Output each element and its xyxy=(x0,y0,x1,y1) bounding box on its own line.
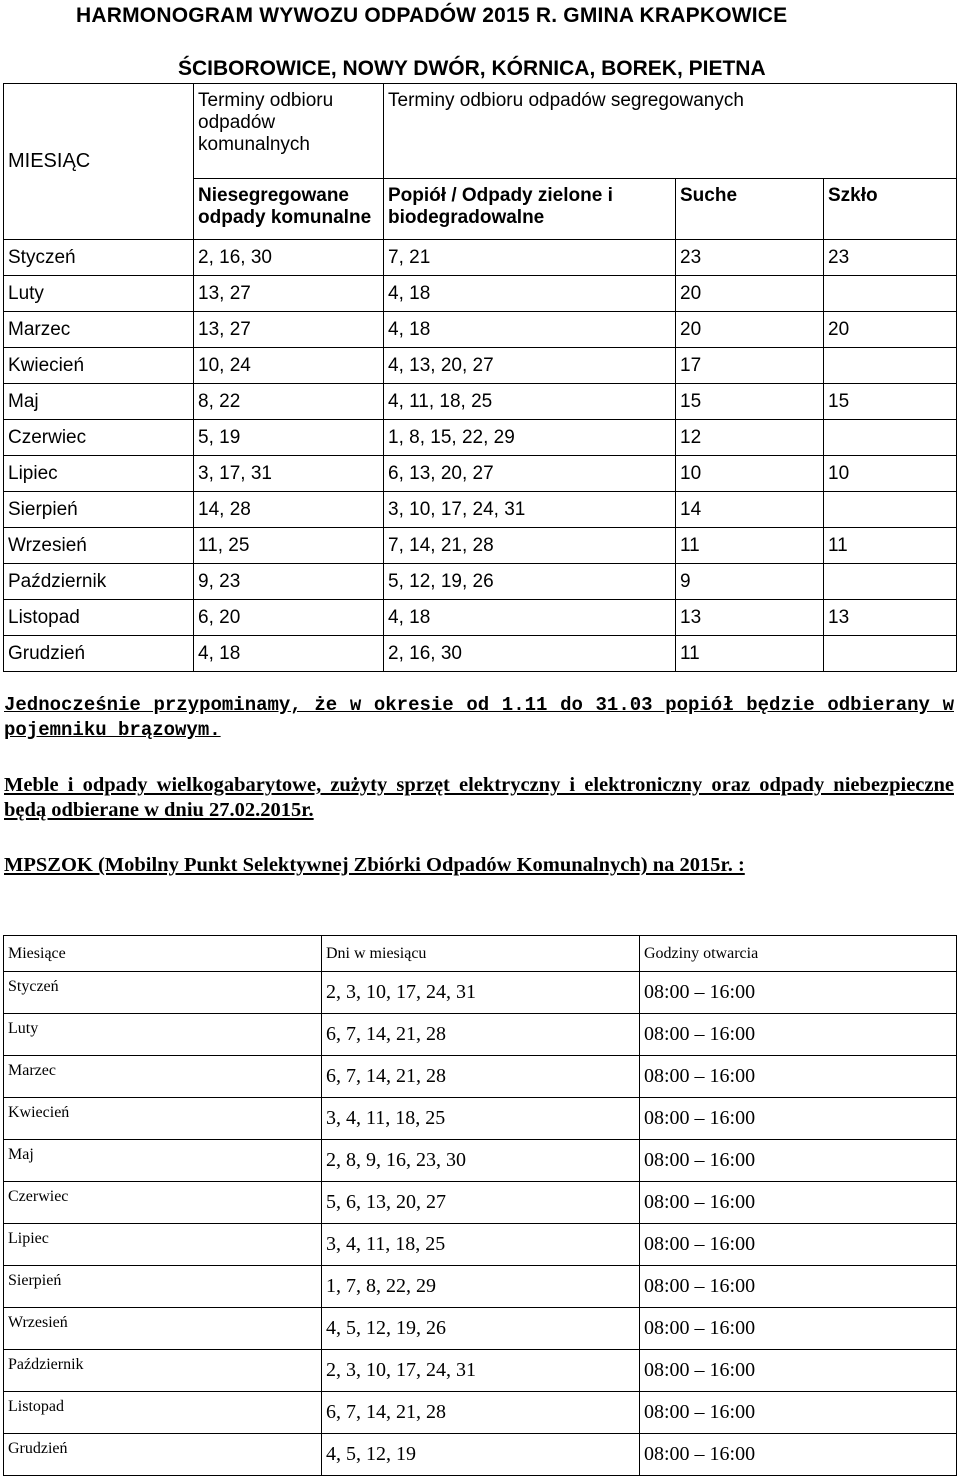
table-row xyxy=(4,1098,957,1140)
column-header-month: Miesiące xyxy=(4,936,322,972)
table-row xyxy=(4,276,957,312)
collection-schedule-table xyxy=(3,83,957,672)
table-row xyxy=(4,1140,957,1182)
mpszok-title: MPSZOK (Mobilny Punkt Selektywnej Zbiórki Odpadów Komunalnych) na 2015r. : xyxy=(4,854,745,876)
month-cell: Luty xyxy=(4,276,194,312)
glass-cell: 15 xyxy=(824,384,957,420)
mixed-cell: 13, 27 xyxy=(194,276,384,312)
ash-cell: 4, 18 xyxy=(384,312,676,348)
ash-cell: 4, 13, 20, 27 xyxy=(384,348,676,384)
dry-cell: 11 xyxy=(676,528,824,564)
month-cell: Listopad xyxy=(4,1392,322,1434)
month-cell: Czerwiec xyxy=(4,1182,322,1224)
table-row xyxy=(4,1056,957,1098)
table-row xyxy=(4,456,957,492)
hours-cell: 08:00 – 16:00 xyxy=(640,1056,957,1098)
table-row xyxy=(4,384,957,420)
month-cell: Styczeń xyxy=(4,972,322,1014)
table-row xyxy=(4,1434,957,1476)
days-cell: 3, 4, 11, 18, 25 xyxy=(322,1098,640,1140)
days-cell: 6, 7, 14, 21, 28 xyxy=(322,1392,640,1434)
month-cell: Październik xyxy=(4,564,194,600)
mixed-cell: 6, 20 xyxy=(194,600,384,636)
column-header-hours: Godziny otwarcia xyxy=(640,936,957,972)
glass-cell: 11 xyxy=(824,528,957,564)
days-cell: 5, 6, 13, 20, 27 xyxy=(322,1182,640,1224)
month-cell: Sierpień xyxy=(4,1266,322,1308)
table-row xyxy=(4,636,957,672)
glass-cell xyxy=(824,348,957,384)
mixed-cell: 8, 22 xyxy=(194,384,384,420)
month-cell: Styczeń xyxy=(4,240,194,276)
dry-cell: 17 xyxy=(676,348,824,384)
glass-cell xyxy=(824,636,957,672)
hours-cell: 08:00 – 16:00 xyxy=(640,1182,957,1224)
column-group-communal: Terminy odbioru odpadów komunalnych xyxy=(194,84,384,179)
ash-cell: 6, 13, 20, 27 xyxy=(384,456,676,492)
days-cell: 6, 7, 14, 21, 28 xyxy=(322,1056,640,1098)
month-cell: Listopad xyxy=(4,600,194,636)
month-cell: Maj xyxy=(4,384,194,420)
table-row xyxy=(4,420,957,456)
mixed-cell: 4, 18 xyxy=(194,636,384,672)
table-row xyxy=(4,1392,957,1434)
ash-cell: 1, 8, 15, 22, 29 xyxy=(384,420,676,456)
table-row xyxy=(4,528,957,564)
ash-cell: 4, 18 xyxy=(384,600,676,636)
dry-cell: 12 xyxy=(676,420,824,456)
ash-cell: 3, 10, 17, 24, 31 xyxy=(384,492,676,528)
glass-cell: 10 xyxy=(824,456,957,492)
month-cell: Kwiecień xyxy=(4,348,194,384)
mixed-cell: 14, 28 xyxy=(194,492,384,528)
mixed-cell: 11, 25 xyxy=(194,528,384,564)
ash-cell: 7, 14, 21, 28 xyxy=(384,528,676,564)
days-cell: 2, 8, 9, 16, 23, 30 xyxy=(322,1140,640,1182)
days-cell: 4, 5, 12, 19, 26 xyxy=(322,1308,640,1350)
table-row xyxy=(4,1014,957,1056)
days-cell: 6, 7, 14, 21, 28 xyxy=(322,1014,640,1056)
page-title: HARMONOGRAM WYWOZU ODPADÓW 2015 R. GMINA KRAPKOWICE xyxy=(76,4,788,27)
hours-cell: 08:00 – 16:00 xyxy=(640,1224,957,1266)
table-row xyxy=(4,240,957,276)
mpszok-table xyxy=(3,935,957,1476)
glass-cell: 13 xyxy=(824,600,957,636)
column-header-glass: Szkło xyxy=(824,179,957,240)
month-cell: Październik xyxy=(4,1350,322,1392)
month-cell: Lipiec xyxy=(4,456,194,492)
month-cell: Wrzesień xyxy=(4,528,194,564)
dry-cell: 20 xyxy=(676,276,824,312)
month-cell: Kwiecień xyxy=(4,1098,322,1140)
dry-cell: 13 xyxy=(676,600,824,636)
ash-cell: 7, 21 xyxy=(384,240,676,276)
dry-cell: 23 xyxy=(676,240,824,276)
mixed-cell: 5, 19 xyxy=(194,420,384,456)
hours-cell: 08:00 – 16:00 xyxy=(640,1098,957,1140)
days-cell: 2, 3, 10, 17, 24, 31 xyxy=(322,1350,640,1392)
month-cell: Luty xyxy=(4,1014,322,1056)
bulky-waste-notice: Meble i odpady wielkogabarytowe, zużyty sprzęt elektryczny i elektroniczny oraz odpady niebezpieczne będą odbierane w dniu 27.02.2015r. xyxy=(4,774,954,821)
glass-cell: 20 xyxy=(824,312,957,348)
dry-cell: 11 xyxy=(676,636,824,672)
dry-cell: 10 xyxy=(676,456,824,492)
month-cell: Grudzień xyxy=(4,1434,322,1476)
table-row xyxy=(4,1350,957,1392)
table-row xyxy=(4,972,957,1014)
mixed-cell: 13, 27 xyxy=(194,312,384,348)
table-row xyxy=(4,312,957,348)
column-header-dry: Suche xyxy=(676,179,824,240)
table-row xyxy=(4,564,957,600)
month-cell: Marzec xyxy=(4,1056,322,1098)
hours-cell: 08:00 – 16:00 xyxy=(640,1014,957,1056)
month-cell: Marzec xyxy=(4,312,194,348)
days-cell: 2, 3, 10, 17, 24, 31 xyxy=(322,972,640,1014)
table-row xyxy=(4,1182,957,1224)
hours-cell: 08:00 – 16:00 xyxy=(640,1434,957,1476)
glass-cell: 23 xyxy=(824,240,957,276)
month-cell: Lipiec xyxy=(4,1224,322,1266)
column-header-mixed: Niesegregowane odpady komunalne xyxy=(194,179,384,240)
ash-cell: 4, 11, 18, 25 xyxy=(384,384,676,420)
hours-cell: 08:00 – 16:00 xyxy=(640,972,957,1014)
ash-cell: 2, 16, 30 xyxy=(384,636,676,672)
mixed-cell: 3, 17, 31 xyxy=(194,456,384,492)
hours-cell: 08:00 – 16:00 xyxy=(640,1392,957,1434)
hours-cell: 08:00 – 16:00 xyxy=(640,1350,957,1392)
glass-cell xyxy=(824,492,957,528)
table-row xyxy=(4,600,957,636)
mixed-cell: 10, 24 xyxy=(194,348,384,384)
month-cell: Maj xyxy=(4,1140,322,1182)
dry-cell: 9 xyxy=(676,564,824,600)
column-header-ash: Popiół / Odpady zielone i biodegradowalne xyxy=(384,179,676,240)
table-header-row xyxy=(4,936,957,972)
dry-cell: 14 xyxy=(676,492,824,528)
hours-cell: 08:00 – 16:00 xyxy=(640,1308,957,1350)
days-cell: 4, 5, 12, 19 xyxy=(322,1434,640,1476)
table-row xyxy=(4,1224,957,1266)
days-cell: 3, 4, 11, 18, 25 xyxy=(322,1224,640,1266)
ash-notice: Jednocześnie przypominamy, że w okresie od 1.11 do 31.03 popiół będzie odbierany w pojemniku brązowym. xyxy=(4,694,954,741)
table-row xyxy=(4,492,957,528)
month-cell: Czerwiec xyxy=(4,420,194,456)
month-cell: Grudzień xyxy=(4,636,194,672)
hours-cell: 08:00 – 16:00 xyxy=(640,1266,957,1308)
ash-cell: 4, 18 xyxy=(384,276,676,312)
glass-cell xyxy=(824,420,957,456)
page-subtitle: ŚCIBOROWICE, NOWY DWÓR, KÓRNICA, BOREK, PIETNA xyxy=(178,57,766,80)
table-row xyxy=(4,348,957,384)
glass-cell xyxy=(824,564,957,600)
month-cell: Wrzesień xyxy=(4,1308,322,1350)
hours-cell: 08:00 – 16:00 xyxy=(640,1140,957,1182)
glass-cell xyxy=(824,276,957,312)
table-row xyxy=(4,1266,957,1308)
days-cell: 1, 7, 8, 22, 29 xyxy=(322,1266,640,1308)
mixed-cell: 9, 23 xyxy=(194,564,384,600)
dry-cell: 20 xyxy=(676,312,824,348)
column-group-segregated: Terminy odbioru odpadów segregowanych xyxy=(384,84,957,179)
column-header-month: MIESIĄC xyxy=(4,84,194,240)
month-cell: Sierpień xyxy=(4,492,194,528)
column-header-days: Dni w miesiącu xyxy=(322,936,640,972)
ash-cell: 5, 12, 19, 26 xyxy=(384,564,676,600)
dry-cell: 15 xyxy=(676,384,824,420)
mixed-cell: 2, 16, 30 xyxy=(194,240,384,276)
table-row xyxy=(4,1308,957,1350)
